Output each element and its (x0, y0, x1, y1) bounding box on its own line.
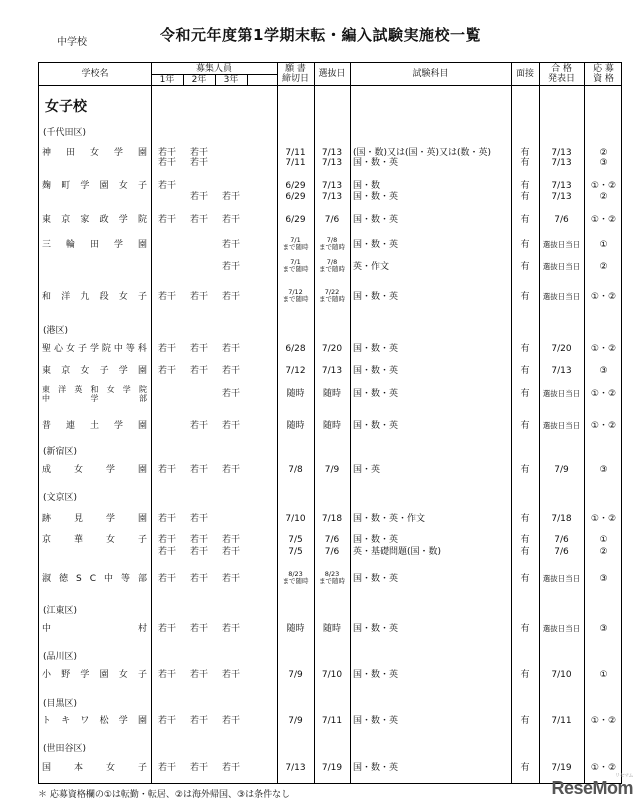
cell-deadline: 随時 (286, 421, 305, 431)
cell-subj: 国・数・英 (353, 670, 399, 680)
cell-deadline: 随時 (286, 389, 305, 399)
region-shinjuku: (新宿区) (43, 447, 78, 457)
cell-intv: 有 (520, 547, 530, 557)
cell-result: 7/6 (554, 215, 569, 225)
page-title: 令和元年度第1学期末転・編入試験実施校一覧 (160, 26, 481, 44)
cell-subj: 国・数・英 (353, 215, 399, 225)
cell-deadline: 7/8 (288, 465, 303, 475)
cell-g3: 若干 (221, 547, 240, 557)
cell-sel: 7/6 (324, 215, 340, 225)
cell-elig: ② (599, 148, 608, 158)
cell-subj: 国・数・英 (353, 624, 399, 634)
cell-result: 7/18 (551, 514, 572, 524)
cell-deadline: 7/1 まで随時 (282, 258, 309, 273)
cell-sel: 7/11 (321, 716, 343, 726)
school-name: 普 連 土 学 園 (42, 421, 147, 431)
cell-subj: 国・数・英 (353, 366, 399, 376)
cell-deadline: 8/23 まで随時 (282, 570, 309, 585)
cell-g3: 若干 (221, 716, 240, 726)
cell-deadline: 7/9 (288, 670, 303, 680)
cell-g3: 若干 (221, 763, 240, 773)
cell-elig: ①・② (590, 344, 617, 354)
cell-g1: 若干 (157, 344, 176, 354)
cell-deadline: 6/29 (285, 181, 306, 191)
cell-elig: ① (599, 535, 608, 545)
cell-subj: 国・数・英 (353, 192, 399, 202)
cell-sel: 8/23 まで随時 (319, 570, 345, 585)
school-name: 和 洋 九 段 女 子 (42, 292, 147, 302)
cell-g3: 若干 (221, 535, 240, 545)
school-name: 中 村 (42, 624, 147, 634)
cell-elig: ① (599, 240, 608, 250)
header-quota: 募集人員 (195, 64, 232, 74)
cell-deadline: 7/9 (288, 716, 303, 726)
cell-g1: 若干 (157, 158, 176, 168)
school-name: 淑 徳 S C 中 等 部 (42, 574, 147, 584)
cell-g2: 若干 (189, 158, 208, 168)
cell-g3: 若干 (221, 344, 240, 354)
cell-sel: 7/6 (324, 547, 340, 557)
cell-result: 選抜日当日 (542, 292, 581, 301)
cell-subj: 英・作文 (353, 262, 390, 272)
cell-intv: 有 (520, 181, 530, 191)
cell-sel: 7/10 (321, 670, 343, 680)
cell-result: 選抜日当日 (542, 389, 581, 398)
school-name: ト キ ワ 松 学 園 (42, 716, 147, 726)
region-bunkyo: (文京区) (43, 493, 78, 503)
cell-elig: ①・② (590, 514, 617, 524)
cell-sel: 7/20 (321, 344, 343, 354)
cell-subj: 国・数・英 (353, 716, 399, 726)
cell-g3: 若干 (221, 192, 240, 202)
cell-intv: 有 (520, 192, 530, 202)
cell-g1: 若干 (157, 292, 176, 302)
cell-g1: 若干 (157, 215, 176, 225)
cell-sel: 7/22 まで随時 (319, 288, 345, 303)
school-name: 小 野 学 園 女 子 (42, 670, 147, 680)
cell-subj: 国・英 (353, 465, 381, 475)
cell-subj: 国・数・英 (353, 389, 399, 399)
cell-deadline: 7/11 (285, 148, 306, 158)
cell-elig: ② (599, 192, 608, 202)
cell-g2: 若干 (189, 215, 208, 225)
cell-g1: 若干 (157, 181, 176, 191)
cell-g3: 若干 (221, 240, 240, 250)
cell-subj: 国・数・英 (353, 158, 399, 168)
cell-sel: 7/13 (321, 158, 343, 168)
cell-elig: ③ (599, 158, 608, 168)
cell-subj: 国・数・英 (353, 240, 399, 250)
cell-elig: ①・② (590, 292, 617, 302)
cell-elig: ② (599, 262, 608, 272)
cell-subj: 国・数・英 (353, 292, 399, 302)
cell-deadline: 7/10 (285, 514, 306, 524)
cell-g2: 若干 (189, 344, 208, 354)
cell-g3: 若干 (221, 465, 240, 475)
cell-subj: 国・数・英 (353, 574, 399, 584)
cell-g2: 若干 (189, 366, 208, 376)
region-meguro: (目黒区) (43, 699, 78, 709)
cell-intv: 有 (520, 624, 530, 634)
cell-subj: 国・数・英 (353, 344, 399, 354)
header-eligibility: 応 募 資 格 (593, 64, 614, 84)
cell-deadline: 7/5 (288, 547, 303, 557)
cell-g1: 若干 (157, 716, 176, 726)
cell-sel: 随時 (322, 624, 341, 634)
cell-subj: 国・数 (353, 181, 381, 191)
cell-g3: 若干 (221, 389, 240, 399)
cell-subj: 国・数・英・作文 (353, 514, 426, 524)
cell-result: 7/9 (554, 465, 569, 475)
header-school: 学校名 (81, 69, 109, 79)
cell-result: 7/10 (551, 670, 572, 680)
cell-g2: 若干 (189, 574, 208, 584)
cell-g1: 若干 (157, 535, 176, 545)
cell-result: 7/13 (551, 158, 572, 168)
cell-g1: 若干 (157, 148, 176, 158)
cell-g3: 若干 (221, 292, 240, 302)
cell-intv: 有 (520, 389, 530, 399)
school-name: 神 田 女 学 園 (42, 148, 147, 158)
header-result: 合 格 発表日 (547, 64, 575, 84)
school-name: 跡 見 学 園 (42, 514, 147, 524)
cell-g1: 若干 (157, 366, 176, 376)
school-name: 京 華 女 子 (42, 535, 147, 545)
cell-g3: 若干 (221, 262, 240, 272)
schools-table (38, 62, 622, 784)
cell-g3: 若干 (221, 624, 240, 634)
cell-intv: 有 (520, 574, 530, 584)
school-name: 三 輪 田 学 園 (42, 240, 147, 250)
resemom-logo: ReseMom リセマム (551, 773, 633, 798)
cell-g3: 若干 (221, 670, 240, 680)
cell-deadline: 7/1 まで随時 (282, 236, 309, 251)
cell-sel: 7/13 (321, 366, 343, 376)
cell-elig: ③ (599, 624, 608, 634)
cell-result: 7/13 (551, 192, 572, 202)
header-interview: 面接 (515, 69, 534, 79)
header-grade3: 3年 (223, 75, 239, 85)
cell-g1: 若干 (157, 547, 176, 557)
cell-sel: 7/13 (321, 148, 343, 158)
header-deadline: 願 書 締切日 (281, 64, 309, 84)
cell-deadline: 7/12 まで随時 (282, 288, 309, 303)
header-grade2: 2年 (191, 75, 207, 85)
cell-intv: 有 (520, 215, 530, 225)
school-name: 聖 心 女 子 学 院 中 等 科 (42, 344, 147, 354)
cell-deadline: 7/11 (285, 158, 306, 168)
cell-sel: 7/6 (324, 535, 340, 545)
region-chiyoda: (千代田区) (43, 128, 87, 138)
cell-deadline: 7/13 (285, 763, 306, 773)
cell-g2: 若干 (189, 192, 208, 202)
header-grade1: 1年 (159, 75, 175, 85)
cell-result: 選抜日当日 (542, 421, 581, 430)
cell-g2: 若干 (189, 514, 208, 524)
cell-elig: ①・② (590, 421, 617, 431)
cell-result: 選抜日当日 (542, 262, 581, 271)
cell-g2: 若干 (189, 624, 208, 634)
cell-result: 7/13 (551, 366, 572, 376)
cell-intv: 有 (520, 716, 530, 726)
cell-g2: 若干 (189, 670, 208, 680)
cell-sel: 随時 (322, 389, 341, 399)
cell-g2: 若干 (189, 535, 208, 545)
cell-g2: 若干 (189, 716, 208, 726)
cell-deadline: 7/5 (288, 535, 303, 545)
cell-deadline: 随時 (286, 624, 305, 634)
cell-result: 7/6 (554, 547, 569, 557)
cell-g3: 若干 (221, 421, 240, 431)
cell-sel: 7/18 (321, 514, 343, 524)
cell-subj: (国・数)又は(国・英)又は(数・英) (353, 148, 492, 158)
cell-result: 選抜日当日 (542, 624, 581, 633)
cell-elig: ①・② (590, 716, 617, 726)
cell-result: 選抜日当日 (542, 574, 581, 583)
cell-g1: 若干 (157, 465, 176, 475)
cell-result: 7/6 (554, 535, 569, 545)
cell-g2: 若干 (189, 148, 208, 158)
cell-subj: 英・基礎問題(国・数) (353, 547, 442, 557)
footnote: ＊ 応募資格欄の①は転勤・転居、②は海外帰国、③は条件なし (38, 790, 291, 800)
cell-g3: 若干 (221, 215, 240, 225)
cell-sel: 7/9 (324, 465, 340, 475)
header-subjects: 試験科目 (412, 69, 449, 79)
cell-sel: 随時 (322, 421, 341, 431)
cell-elig: ① (599, 670, 608, 680)
cell-deadline: 6/29 (285, 215, 306, 225)
cell-sel: 7/13 (321, 192, 343, 202)
school-name: 成 女 学 園 (42, 465, 147, 475)
cell-elig: ③ (599, 366, 608, 376)
cell-deadline: 6/28 (285, 344, 306, 354)
cell-intv: 有 (520, 366, 530, 376)
cell-sel: 7/8 まで随時 (319, 236, 345, 251)
school-name: 麹 町 学 園 女 子 (42, 181, 147, 191)
region-shinagawa: (品川区) (43, 652, 78, 662)
cell-result: 7/20 (551, 344, 572, 354)
cell-intv: 有 (520, 514, 530, 524)
cell-g3: 若干 (221, 574, 240, 584)
cell-result: 7/11 (551, 716, 572, 726)
region-koto: (江東区) (43, 606, 78, 616)
cell-sel: 7/8 まで随時 (319, 258, 345, 273)
cell-result: 選抜日当日 (542, 240, 581, 249)
region-minato: (港区) (43, 326, 69, 336)
cell-g2: 若干 (189, 763, 208, 773)
cell-g1: 若干 (157, 574, 176, 584)
cell-intv: 有 (520, 344, 530, 354)
school-type-label: 中学校 (57, 37, 87, 48)
cell-elig: ② (599, 547, 608, 557)
cell-g1: 若干 (157, 514, 176, 524)
cell-result: 7/19 (551, 763, 572, 773)
region-setagaya: (世田谷区) (43, 744, 87, 754)
cell-elig: ③ (599, 465, 608, 475)
cell-intv: 有 (520, 292, 530, 302)
cell-intv: 有 (520, 763, 530, 773)
cell-intv: 有 (520, 262, 530, 272)
cell-elig: ①・② (590, 389, 617, 399)
cell-subj: 国・数・英 (353, 763, 399, 773)
cell-g1: 若干 (157, 763, 176, 773)
header-selection: 選抜日 (318, 69, 346, 79)
cell-intv: 有 (520, 240, 530, 250)
cell-g2: 若干 (189, 421, 208, 431)
cell-elig: ①・② (590, 215, 617, 225)
cell-result: 7/13 (551, 181, 572, 191)
cell-g2: 若干 (189, 547, 208, 557)
cell-subj: 国・数・英 (353, 535, 399, 545)
school-name: 東 洋 英 和 女 学 院 中 学 部 (42, 385, 147, 403)
cell-intv: 有 (520, 535, 530, 545)
cell-elig: ①・② (590, 181, 617, 191)
cell-g2: 若干 (189, 465, 208, 475)
cell-intv: 有 (520, 421, 530, 431)
cell-sel: 7/13 (321, 181, 343, 191)
cell-g2: 若干 (189, 292, 208, 302)
cell-intv: 有 (520, 148, 530, 158)
cell-deadline: 7/12 (285, 366, 306, 376)
cell-deadline: 6/29 (285, 192, 306, 202)
cell-intv: 有 (520, 158, 530, 168)
school-name: 国 本 女 子 (42, 763, 147, 773)
section-girls-schools: 女子校 (45, 99, 87, 115)
school-name: 東 京 女 子 学 園 (42, 366, 147, 376)
cell-sel: 7/19 (321, 763, 343, 773)
cell-subj: 国・数・英 (353, 421, 399, 431)
cell-intv: 有 (520, 465, 530, 475)
school-name: 東 京 家 政 学 院 (42, 215, 147, 225)
cell-g3: 若干 (221, 366, 240, 376)
cell-elig: ①・② (590, 763, 617, 773)
cell-g1: 若干 (157, 624, 176, 634)
cell-elig: ③ (599, 574, 608, 584)
cell-intv: 有 (520, 670, 530, 680)
cell-g1: 若干 (157, 670, 176, 680)
cell-result: 7/13 (551, 148, 572, 158)
